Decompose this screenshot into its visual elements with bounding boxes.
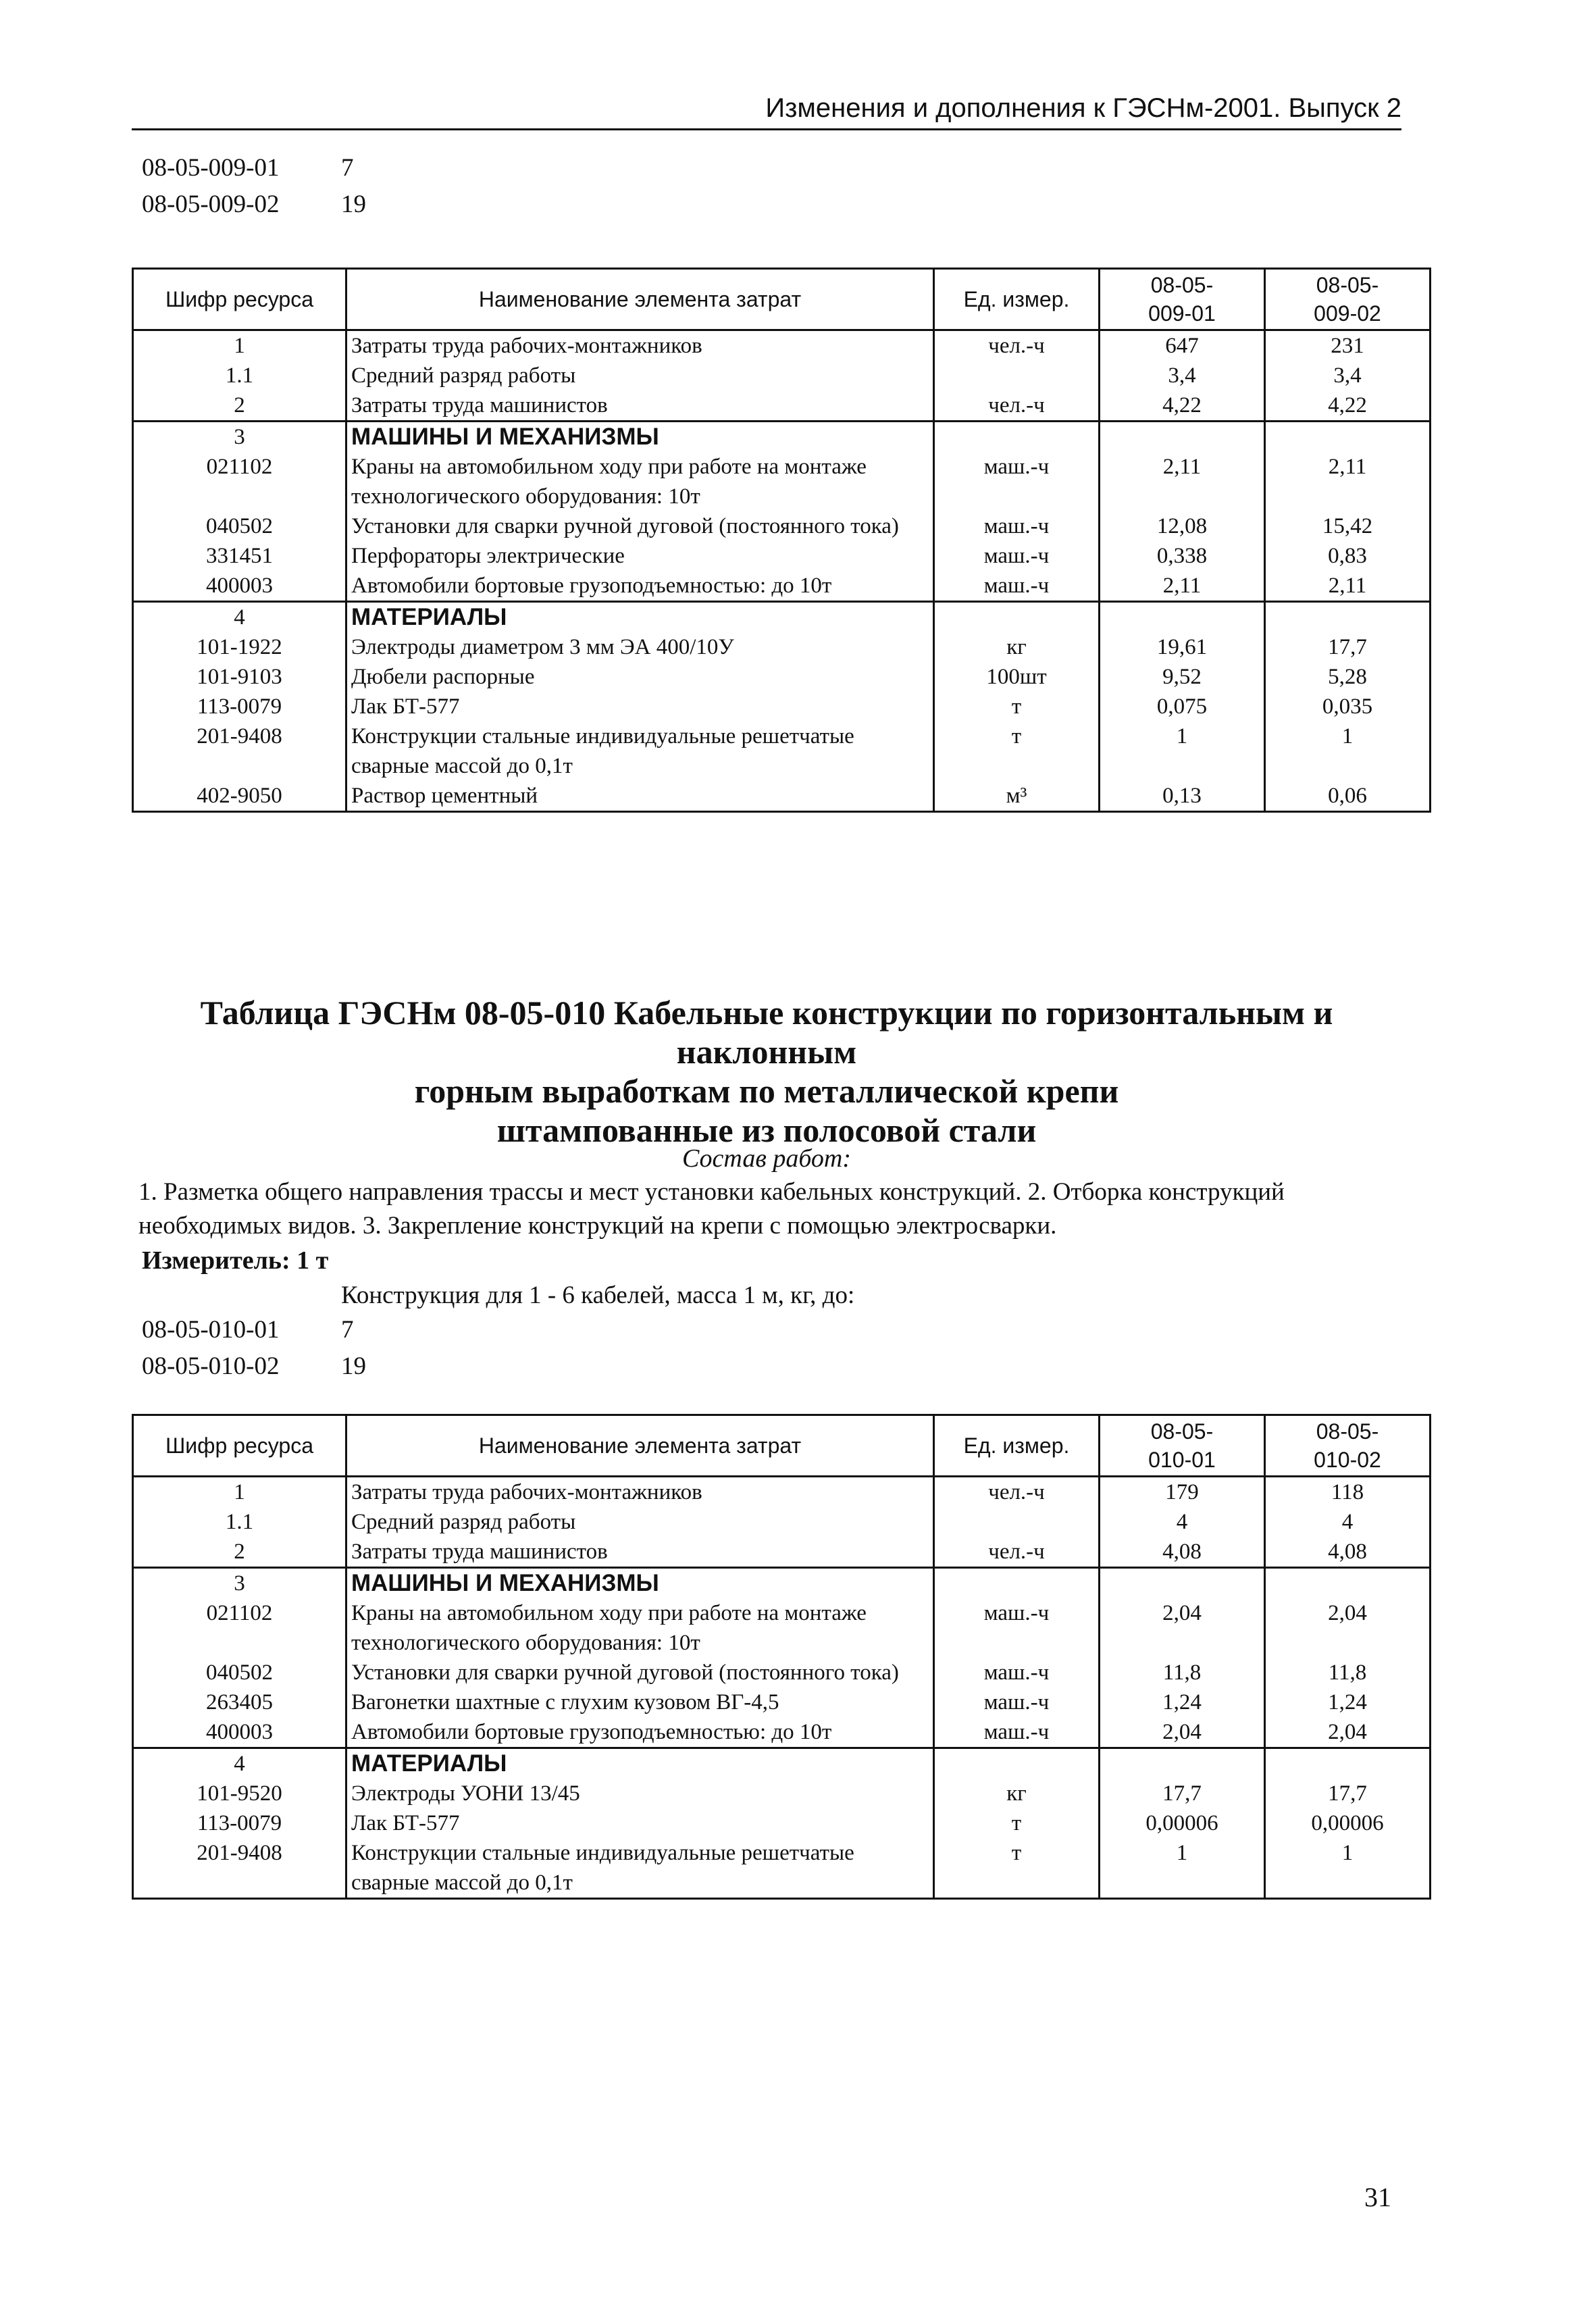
cost-element-cell: Вагонетки шахтные с глухим кузовом ВГ-4,5 [346, 1687, 934, 1717]
unit-cell [934, 422, 1100, 453]
norm-2-value-cell: 1 [1265, 721, 1431, 781]
code-row [142, 1348, 366, 1385]
resource-code-cell: 201-9408 [133, 1838, 346, 1899]
unit-cell: чел.-ч [934, 1537, 1100, 1568]
unit-cell [934, 602, 1100, 633]
norm-1-value-cell: 12,08 [1100, 511, 1265, 541]
unit-cell: чел.-ч [934, 390, 1100, 422]
table-row [133, 1717, 1431, 1748]
norm-2-value-cell: 0,06 [1265, 781, 1431, 812]
norm-2-value-cell: 2,04 [1265, 1598, 1431, 1658]
unit-cell: маш.-ч [934, 452, 1100, 511]
cost-element-cell: Установки для сварки ручной дуговой (постоянного тока) [346, 1658, 934, 1687]
norm-2-value-cell: 0,83 [1265, 541, 1431, 571]
unit-cell [934, 361, 1100, 390]
norm-2-value-cell: 118 [1265, 1477, 1431, 1508]
norm-1-value-cell: 17,7 [1100, 1779, 1265, 1808]
mid-codes [142, 1312, 366, 1385]
table-row [133, 1748, 1431, 1779]
code-row [142, 1312, 366, 1348]
table-header-row [133, 1415, 1431, 1477]
unit-cell: маш.-ч [934, 1687, 1100, 1717]
table-row [133, 390, 1431, 422]
table-row [133, 571, 1431, 602]
table-row [133, 330, 1431, 361]
table-title-line: штампованные из полосовой стали [496, 1111, 1037, 1149]
unit-cell: чел.-ч [934, 330, 1100, 361]
unit-cell [934, 1507, 1100, 1537]
norm-2-value-cell: 1 [1265, 1838, 1431, 1899]
work-composition-text: 1. Разметка общего направления трассы и мест установки кабельных конструкций. 2. Отборка конструкций необходимых видов. 3. Закрепление конструкций на крепи с помощью электросварки. [138, 1178, 1285, 1240]
cost-element-cell: Конструкции стальные индивидуальные решетчатые сварные массой до 0,1т [346, 1838, 934, 1899]
cost-element-cell: Автомобили бортовые грузоподъемностью: до 10т [346, 571, 934, 602]
resource-code-cell: 1 [133, 330, 346, 361]
resource-code-cell: 263405 [133, 1687, 346, 1717]
cost-element-cell: Лак БТ-577 [346, 1808, 934, 1838]
table-row [133, 662, 1431, 692]
unit-cell: чел.-ч [934, 1477, 1100, 1508]
cost-element-cell: Средний разряд работы [346, 1507, 934, 1537]
resource-code-cell: 4 [133, 1748, 346, 1779]
norm-2-value-cell: 1,24 [1265, 1687, 1431, 1717]
code-row [142, 150, 366, 186]
norm-1-value-cell: 647 [1100, 330, 1265, 361]
table-row [133, 422, 1431, 453]
resource-code-cell: 402-9050 [133, 781, 346, 812]
resource-code-cell: 113-0079 [133, 692, 346, 721]
header-norm-2: 08-05- 010-02 [1265, 1415, 1431, 1477]
norm-1-value-cell: 2,04 [1100, 1598, 1265, 1658]
code-label: 08-05-010-02 [142, 1352, 280, 1380]
table-row [133, 721, 1431, 781]
resource-code-cell: 400003 [133, 1717, 346, 1748]
norm-1-value-cell [1100, 422, 1265, 453]
norm-2-value-cell: 11,8 [1265, 1658, 1431, 1687]
header-cost-element: Наименование элемента затрат [346, 1415, 934, 1477]
norm-2-value-cell: 17,7 [1265, 632, 1431, 662]
header-cost-element: Наименование элемента затрат [346, 269, 934, 330]
cost-element-cell: Установки для сварки ручной дуговой (постоянного тока) [346, 511, 934, 541]
resource-code-cell: 040502 [133, 511, 346, 541]
unit-cell [934, 1568, 1100, 1599]
table-row [133, 1537, 1431, 1568]
norm-1-value-cell: 1 [1100, 1838, 1265, 1899]
norm-1-value-cell: 3,4 [1100, 361, 1265, 390]
norm-2-value-cell: 2,11 [1265, 452, 1431, 511]
unit-cell: т [934, 1808, 1100, 1838]
unit-cell: маш.-ч [934, 1658, 1100, 1687]
unit-cell: м³ [934, 781, 1100, 812]
resource-code-cell: 021102 [133, 452, 346, 511]
table-row [133, 452, 1431, 511]
measure-unit: Измеритель: 1 т [142, 1246, 329, 1275]
table-row [133, 1477, 1431, 1508]
table-row [133, 1687, 1431, 1717]
cost-element-cell: Электроды УОНИ 13/45 [346, 1779, 934, 1808]
unit-cell: кг [934, 1779, 1100, 1808]
table-row [133, 511, 1431, 541]
norm-1-value-cell [1100, 1568, 1265, 1599]
cost-element-cell: Электроды диаметром 3 мм ЭА 400/10У [346, 632, 934, 662]
unit-cell: маш.-ч [934, 571, 1100, 602]
cost-element-cell: Дюбели распорные [346, 662, 934, 692]
norm-1-value-cell: 1 [1100, 721, 1265, 781]
resource-code-cell: 113-0079 [133, 1808, 346, 1838]
header-norm-1: 08-05- 009-01 [1100, 269, 1265, 330]
table-row [133, 692, 1431, 721]
unit-cell: маш.-ч [934, 511, 1100, 541]
resource-table-2 [132, 1414, 1431, 1900]
cost-element-cell: Автомобили бортовые грузоподъемностью: до 10т [346, 1717, 934, 1748]
table-row [133, 1808, 1431, 1838]
construction-note: Конструкция для 1 - 6 кабелей, масса 1 м, кг, до: [341, 1281, 855, 1309]
resource-code-cell: 2 [133, 390, 346, 422]
cost-element-cell: Затраты труда машинистов [346, 390, 934, 422]
table-row [133, 361, 1431, 390]
resource-table-1 [132, 268, 1431, 813]
resource-code-cell: 2 [133, 1537, 346, 1568]
norm-1-value-cell: 19,61 [1100, 632, 1265, 662]
top-codes [142, 150, 366, 223]
norm-1-value-cell [1100, 1748, 1265, 1779]
cost-element-cell: Затраты труда рабочих-монтажников [346, 330, 934, 361]
code-label: 08-05-010-01 [142, 1316, 280, 1344]
norm-1-value-cell: 179 [1100, 1477, 1265, 1508]
section-heading-cell: МАШИНЫ И МЕХАНИЗМЫ [346, 422, 934, 453]
resource-code-cell: 101-1922 [133, 632, 346, 662]
section-heading-cell: МАТЕРИАЛЫ [346, 602, 934, 633]
norm-1-value-cell [1100, 602, 1265, 633]
norm-2-value-cell: 3,4 [1265, 361, 1431, 390]
cost-element-cell: Краны на автомобильном ходу при работе на монтаже технологического оборудования: 10т [346, 452, 934, 511]
norm-1-value-cell: 1,24 [1100, 1687, 1265, 1717]
code-value: 7 [341, 154, 354, 182]
norm-2-value-cell: 17,7 [1265, 1779, 1431, 1808]
running-header: Изменения и дополнения к ГЭСНм-2001. Выпуск 2 [132, 89, 1401, 130]
norm-2-value-cell [1265, 1748, 1431, 1779]
table-row [133, 1568, 1431, 1599]
cost-element-cell: Краны на автомобильном ходу при работе на монтаже технологического оборудования: 10т [346, 1598, 934, 1658]
code-value: 19 [341, 1352, 366, 1380]
norm-2-value-cell: 4,08 [1265, 1537, 1431, 1568]
code-value: 7 [341, 1316, 354, 1344]
table-row [133, 1658, 1431, 1687]
code-label: 08-05-009-02 [142, 190, 280, 218]
resource-code-cell: 331451 [133, 541, 346, 571]
resource-code-cell: 201-9408 [133, 721, 346, 781]
work-composition-caption: Состав работ: [681, 1144, 852, 1173]
table-row [133, 1779, 1431, 1808]
unit-cell: 100шт [934, 662, 1100, 692]
cost-element-cell: Конструкции стальные индивидуальные решетчатые сварные массой до 0,1т [346, 721, 934, 781]
header-norm-1: 08-05- 010-01 [1100, 1415, 1265, 1477]
resource-code-cell: 040502 [133, 1658, 346, 1687]
table-row [133, 1598, 1431, 1658]
unit-cell [934, 1748, 1100, 1779]
unit-cell: кг [934, 632, 1100, 662]
resource-code-cell: 1 [133, 1477, 346, 1508]
norm-2-value-cell: 0,00006 [1265, 1808, 1431, 1838]
table-row [133, 632, 1431, 662]
section-heading-cell: МАШИНЫ И МЕХАНИЗМЫ [346, 1568, 934, 1599]
norm-1-value-cell: 2,11 [1100, 452, 1265, 511]
unit-cell: т [934, 692, 1100, 721]
code-row [142, 186, 366, 223]
norm-2-value-cell: 2,04 [1265, 1717, 1431, 1748]
norm-2-value-cell: 4,22 [1265, 390, 1431, 422]
norm-2-value-cell [1265, 1568, 1431, 1599]
norm-2-value-cell: 5,28 [1265, 662, 1431, 692]
table-title-line: горным выработкам по металлической крепи [414, 1072, 1119, 1110]
norm-2-value-cell: 4 [1265, 1507, 1431, 1537]
norm-2-value-cell [1265, 422, 1431, 453]
norm-2-value-cell: 231 [1265, 330, 1431, 361]
unit-cell: маш.-ч [934, 1717, 1100, 1748]
norm-2-value-cell: 2,11 [1265, 571, 1431, 602]
section-heading-cell: МАТЕРИАЛЫ [346, 1748, 934, 1779]
cost-element-cell: Средний разряд работы [346, 361, 934, 390]
norm-1-value-cell: 11,8 [1100, 1658, 1265, 1687]
table-row [133, 1507, 1431, 1537]
norm-1-value-cell: 0,00006 [1100, 1808, 1265, 1838]
norm-2-value-cell [1265, 602, 1431, 633]
norm-1-value-cell: 0,13 [1100, 781, 1265, 812]
header-unit: Ед. измер. [934, 269, 1100, 330]
header-resource-code: Шифр ресурса [133, 1415, 346, 1477]
resource-code-cell: 1.1 [133, 361, 346, 390]
table-row [133, 541, 1431, 571]
resource-code-cell: 400003 [133, 571, 346, 602]
resource-code-cell: 101-9103 [133, 662, 346, 692]
code-label: 08-05-009-01 [142, 154, 280, 182]
norm-2-value-cell: 15,42 [1265, 511, 1431, 541]
norm-1-value-cell: 4 [1100, 1507, 1265, 1537]
code-value: 19 [341, 190, 366, 218]
cost-element-cell: Раствор цементный [346, 781, 934, 812]
cost-element-cell: Лак БТ-577 [346, 692, 934, 721]
table-title-line: Таблица ГЭСНм 08-05-010 Кабельные конструкции по горизонтальным и наклонным [200, 994, 1333, 1071]
resource-code-cell: 021102 [133, 1598, 346, 1658]
norm-1-value-cell: 4,08 [1100, 1537, 1265, 1568]
norm-1-value-cell: 2,04 [1100, 1717, 1265, 1748]
header-resource-code: Шифр ресурса [133, 269, 346, 330]
resource-code-cell: 101-9520 [133, 1779, 346, 1808]
unit-cell: маш.-ч [934, 541, 1100, 571]
table-title [132, 993, 1401, 1150]
resource-code-cell: 1.1 [133, 1507, 346, 1537]
table-row [133, 781, 1431, 812]
page-number: 31 [1364, 2182, 1391, 2212]
unit-cell: маш.-ч [934, 1598, 1100, 1658]
cost-element-cell: Затраты труда машинистов [346, 1537, 934, 1568]
resource-code-cell: 3 [133, 422, 346, 453]
table-row [133, 602, 1431, 633]
norm-1-value-cell: 0,075 [1100, 692, 1265, 721]
norm-1-value-cell: 2,11 [1100, 571, 1265, 602]
cost-element-cell: Затраты труда рабочих-монтажников [346, 1477, 934, 1508]
norm-1-value-cell: 9,52 [1100, 662, 1265, 692]
norm-1-value-cell: 4,22 [1100, 390, 1265, 422]
norm-1-value-cell: 0,338 [1100, 541, 1265, 571]
header-unit: Ед. измер. [934, 1415, 1100, 1477]
unit-cell: т [934, 1838, 1100, 1899]
cost-element-cell: Перфораторы электрические [346, 541, 934, 571]
table-row [133, 1838, 1431, 1899]
resource-code-cell: 3 [133, 1568, 346, 1599]
resource-code-cell: 4 [133, 602, 346, 633]
table-header-row [133, 269, 1431, 330]
norm-2-value-cell: 0,035 [1265, 692, 1431, 721]
header-norm-2: 08-05- 009-02 [1265, 269, 1431, 330]
unit-cell: т [934, 721, 1100, 781]
